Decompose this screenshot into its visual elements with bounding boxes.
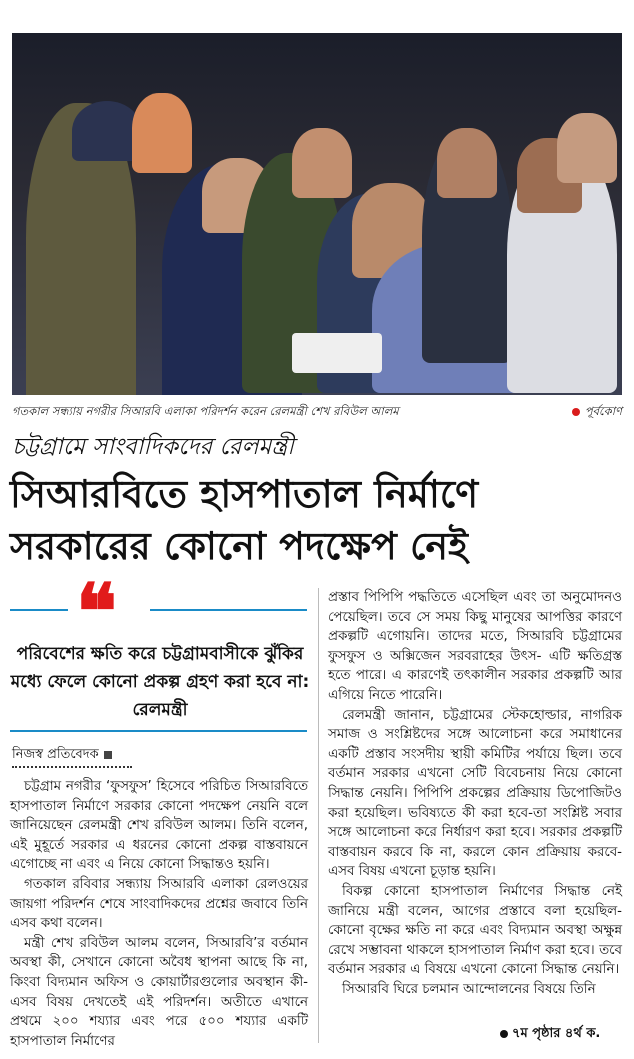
article-body-left	[10, 777, 308, 1051]
pull-quote: পরিবেশের ক্ষতি করে চট্টগ্রামবাসীকে ঝুঁকির মধ্যে ফেলে কোনো প্রকল্প গ্রহণ করা হবে না: রেলমন্ত্রী	[10, 644, 310, 720]
byline-text: নিজস্ব প্রতিবেদক	[12, 747, 99, 762]
quote-mark-icon: ❝	[76, 567, 117, 656]
square-icon	[104, 751, 112, 759]
caption-text: গতকাল সন্ধ্যায় নগরীর সিআরবি এলাকা পরিদর্শন করেন রেলমন্ত্রী শেখ রবিউল আলম	[12, 404, 399, 418]
paragraph: সিআরবি ঘিরে চলমান আন্দোলনের বিষয়ে তিনি	[342, 981, 596, 997]
quote-rule-right	[150, 609, 307, 611]
paragraph: মন্ত্রী শেখ রবিউল আলম বলেন, সিআরবি’র বর্তমান অবস্থা কী, সেখানে কোনো অবৈধ স্থাপনা আছে কি না, কিংবা বিদ্যমান অফিস ও কোয়ার্টারগুলোর অবস্থান কী- এসব বিষয় দেখতেই এই পরিদর্শন। অতীতে এখানে প্রথমে ২০০ শয্যার এবং পরে ৫০০ শয্যার একটি হাসপাতাল নির্মাণের	[10, 935, 308, 1049]
paragraph: চট্টগ্রাম নগরীর ‘ফুসফুস’ হিসেবে পরিচিত সিআরবিতে হাসপাতাল নির্মাণে সরকার কোনো পদক্ষেপ নেয়নি বলে জানিয়েছেন রেলমন্ত্রী শেখ রবিউল আলম। তিনি বলেন, এই মুহূর্তে সরকার এ ধরনের কোনো প্রকল্প বাস্তবায়নে এগোচ্ছে না এবং এ নিয়ে কোনো সিদ্ধান্তও হয়নি।	[10, 779, 308, 873]
bullet-icon	[500, 1030, 508, 1038]
paragraph: রেলমন্ত্রী জানান, চট্টগ্রামের স্টেকহোল্ডার, নাগরিক সমাজ ও সংশ্লিষ্টদের সঙ্গে আলোচনা করে সমাধানের একটি প্রস্তাব সংসদীয় স্থায়ী কমিটির পর্যায়ে ছিল। তবে বর্তমান সরকার এখনো সেটি বিবেচনায় নিয়ে কোনো সিদ্ধান্ত নেয়নি। পিপিপি প্রকল্পের প্রক্রিয়ায় ডিপোজিটও করা হয়েছিল। ভবিষ্যতে কী করা হবে-তা সংশ্লিষ্ট সবার সঙ্গে আলোচনা করে নির্ধারণ করা হবে। সরকার প্রকল্পটি বাস্তবায়ন করবে কি না, করলে কোন প্রক্রিয়ায় করবে-এসব বিষয় এখনো চূড়ান্ত হয়নি।	[328, 707, 622, 880]
paragraph: বিকল্প কোনো হাসপাতাল নির্মাণের সিদ্ধান্ত নেই জানিয়ে মন্ত্রী বলেন, আগের প্রস্তাবে বলা হয়েছিল- কোনো বৃক্ষের ক্ষতি না করে এবং বিদ্যমান অবস্থা অক্ষুন্ন রেখে সম্ভাবনা থাকলে হাসপাতাল নির্মাণ করা হবে। তবে বর্তমান সরকার এ বিষয়ে এখনো কোনো সিদ্ধান্ত নেয়নি।	[328, 883, 622, 978]
column-divider	[318, 588, 319, 1043]
pull-quote-rule	[10, 730, 307, 732]
paragraph: প্রস্তাব পিপিপি পদ্ধতিতে এসেছিল এবং তা অনুমোদনও পেয়েছিল। তবে সে সময় কিছু মানুষের আপত্তির কারণে প্রকল্পটি এগোয়নি। তাদের মতে, সিআরবি চট্টগ্রামের ফুসফুস ও অক্সিজেন সরবরাহের উৎস- এটি ক্ষতিগ্রস্ত হতে পারে। এ কারণেই তৎকালীন সরকার প্রকল্পটি আর এগিয়ে নিতে পারেনি।	[328, 590, 622, 703]
quote-rule-left	[10, 609, 68, 611]
photo-caption	[12, 402, 622, 420]
red-dot-icon	[572, 408, 580, 416]
paragraph: গতকাল রবিবার সন্ধ্যায় সিআরবি এলাকা রেলওয়ের জায়গা পরিদর্শন শেষে সাংবাদিকদের প্রশ্নের জবাবে তিনি এসব কথা বলেন।	[10, 876, 308, 932]
photo-credit	[572, 403, 622, 422]
dotted-divider	[12, 766, 132, 768]
photo-credit-label: পূর্বকোণ	[584, 404, 622, 418]
byline	[12, 745, 112, 766]
pull-quote-header	[10, 567, 310, 656]
article-body-right	[328, 588, 622, 999]
headline-line-1: সিআরবিতে হাসপাতাল নির্মাণে	[10, 472, 479, 516]
kicker: চট্টগ্রামে সাংবাদিকদের রেলমন্ত্রী	[12, 434, 294, 460]
continuation-jump	[500, 1024, 600, 1045]
jump-text: ৭ম পৃষ্ঠার ৪র্থ ক.	[512, 1026, 601, 1041]
headline-line-2: সরকারের কোনো পদক্ষেপ নেই	[10, 524, 468, 568]
headline	[10, 468, 478, 572]
news-photo	[12, 33, 622, 395]
